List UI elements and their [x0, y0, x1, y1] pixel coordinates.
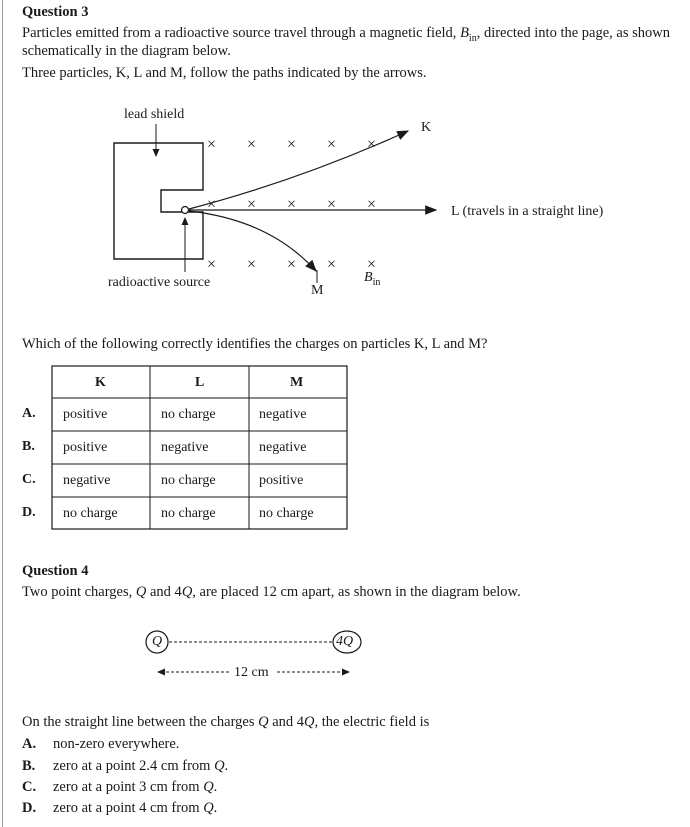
q4-stem: On the straight line between the charges Q and 4Q, the electric field is: [22, 714, 430, 730]
field-cross: ×: [287, 136, 297, 153]
table-cell: positive: [63, 440, 108, 455]
q4-option-a[interactable]: A. non-zero everywhere.: [22, 736, 180, 752]
option-b-label[interactable]: B.: [22, 439, 35, 454]
q4-intro: Two point charges, Q and 4Q, are placed 12 cm apart, as shown in the diagram below.: [22, 584, 521, 600]
distance-label: 12 cm: [234, 665, 269, 680]
option-a-label[interactable]: A.: [22, 406, 36, 421]
q4-option-c[interactable]: C. zero at a point 3 cm from Q.: [22, 779, 218, 795]
table-cell: no charge: [161, 473, 216, 488]
table-cell: negative: [259, 440, 307, 455]
option-c-label[interactable]: C.: [22, 472, 36, 487]
field-cross: ×: [247, 196, 257, 213]
q3-title: Question 3: [22, 4, 89, 20]
table-cell: positive: [63, 407, 108, 422]
q4-option-d[interactable]: D. zero at a point 4 cm from Q.: [22, 800, 218, 816]
table-cell: no charge: [63, 506, 118, 521]
field-cross: ×: [207, 136, 217, 153]
b-field-label: $B_{in}$: [364, 270, 381, 288]
table-cell: positive: [259, 473, 304, 488]
field-cross: ×: [247, 136, 257, 153]
field-cross: ×: [207, 256, 217, 273]
field-cross: ×: [367, 256, 377, 273]
table-cell: negative: [259, 407, 307, 422]
q4-title: Question 4: [22, 563, 89, 579]
charge-4q-label: 4Q: [336, 634, 354, 649]
table-cell: no charge: [161, 407, 216, 422]
q4-option-b[interactable]: B. zero at a point 2.4 cm from Q.: [22, 758, 229, 774]
field-cross: ×: [327, 196, 337, 213]
option-d-label[interactable]: D.: [22, 505, 36, 520]
q3-intro-line3: Three particles, K, L and M, follow the paths indicated by the arrows.: [22, 65, 427, 81]
table-cell: negative: [63, 473, 111, 488]
field-cross: ×: [367, 136, 377, 153]
q3-intro-line1: Particles emitted from a radioactive source travel through a magnetic field, $B_{in}$, directed into the page, as shown: [22, 25, 670, 44]
table-cell: no charge: [259, 506, 314, 521]
l-label: L (travels in a straight line): [451, 204, 604, 219]
field-cross: ×: [287, 256, 297, 273]
lead-shield-label: lead shield: [124, 107, 185, 122]
field-cross: ×: [327, 136, 337, 153]
field-cross: ×: [287, 196, 297, 213]
radioactive-source-label: radioactive source: [108, 275, 211, 290]
field-cross: ×: [247, 256, 257, 273]
table-cell: no charge: [161, 506, 216, 521]
table-header-m: M: [290, 375, 304, 390]
table-cell: negative: [161, 440, 209, 455]
q3-intro-line2: schematically in the diagram below.: [22, 43, 231, 59]
table-header-l: L: [195, 375, 205, 390]
table-header-k: K: [95, 375, 106, 390]
charge-q-label: Q: [152, 634, 163, 649]
field-cross: ×: [367, 196, 377, 213]
field-cross: ×: [207, 196, 217, 213]
k-label: K: [421, 120, 432, 135]
q3-question: Which of the following correctly identifies the charges on particles K, L and M?: [22, 336, 488, 352]
field-cross: ×: [327, 256, 337, 273]
m-label: M: [311, 283, 324, 298]
